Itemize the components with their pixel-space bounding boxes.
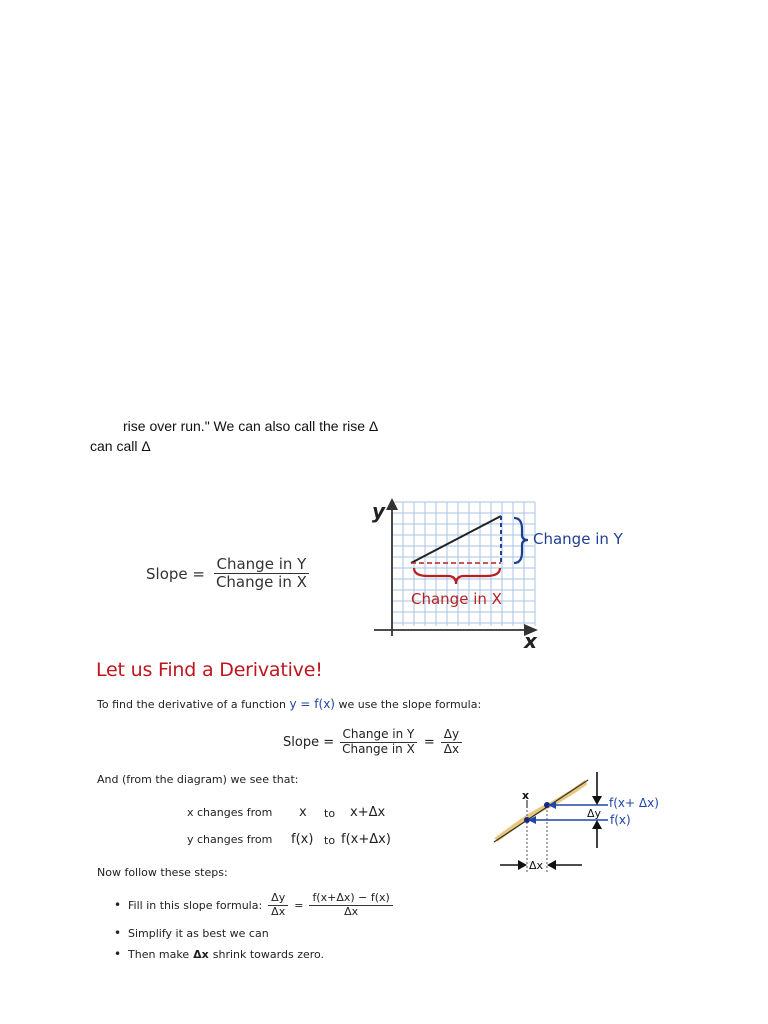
step-fill-rhs <box>309 892 392 918</box>
x-change-from: x <box>299 805 307 820</box>
step-fill-fraction <box>268 892 288 918</box>
step-then-rest: shrink towards zero. <box>212 947 325 961</box>
dx-arrow-left-head <box>518 860 527 870</box>
bullet-icon: • <box>114 926 122 940</box>
step-simplify-text: Simplify it as best we can <box>128 926 269 940</box>
delta-y: Δy <box>441 728 462 743</box>
step-fill-rhs-den: Δx <box>344 904 359 918</box>
secant-line <box>494 780 588 842</box>
dx-label: Δx <box>529 859 544 872</box>
step-then-make: Then make <box>128 947 190 961</box>
delta-fraction <box>441 728 462 757</box>
dy-label: Δy <box>587 807 602 820</box>
intro-text-end: we use the slope formula: <box>338 698 482 711</box>
change-y-label: Change in Y <box>533 530 623 548</box>
slope-label-2: Slope = <box>283 734 335 750</box>
y-change-from: f(x) <box>291 832 314 847</box>
y-change-label: y changes from <box>187 833 273 846</box>
rise-brace <box>514 518 528 563</box>
step-simplify <box>114 926 269 940</box>
slope-delta-formula <box>283 728 462 757</box>
step-fill-formula <box>114 892 393 918</box>
x-change-label: x changes from <box>187 806 273 819</box>
bullet-icon: • <box>114 947 122 961</box>
y-axis-arrow <box>386 498 398 510</box>
change-x-label: Change in X <box>411 590 502 608</box>
step-fill-rhs-num: f(x+Δx) − f(x) <box>309 892 392 906</box>
step-fill-equals: = <box>294 898 304 912</box>
fx-label: f(x) <box>610 813 631 827</box>
equals-sign: = <box>423 734 435 750</box>
slope-denominator-2: Change in X <box>342 741 415 756</box>
slope-fraction-2 <box>339 728 418 757</box>
fx-dx-label: f(x+ Δx) <box>609 796 659 810</box>
x-change-to: x+Δx <box>350 805 386 820</box>
curve-x-label: x <box>522 789 530 802</box>
slope-numerator: Change in Y <box>214 556 310 574</box>
derivative-intro <box>97 697 481 711</box>
section-heading: Let us Find a Derivative! <box>96 659 323 681</box>
y-axis-label: y <box>372 499 386 523</box>
y-change-to-word: to <box>324 834 336 847</box>
slope-fraction <box>213 556 310 592</box>
diagram-intro: And (from the diagram) we see that: <box>97 773 299 786</box>
dy-arrow-bottom-head <box>592 820 602 829</box>
step-delta-x-bold: Δx <box>193 947 209 961</box>
delta-x: Δx <box>443 741 460 756</box>
slope-numerator-2: Change in Y <box>340 728 418 743</box>
slope-label: Slope = <box>146 564 205 583</box>
step-fill-den: Δx <box>271 904 286 918</box>
x-axis-label: x <box>524 629 537 652</box>
x-change-to-word: to <box>324 807 336 820</box>
run-brace <box>414 568 500 584</box>
curve-diagram <box>490 766 680 878</box>
slope-diagram <box>368 496 638 652</box>
slope-formula <box>146 556 310 592</box>
step-fill-num: Δy <box>268 892 288 906</box>
step-shrink <box>114 947 324 961</box>
bullet-icon: • <box>114 898 122 913</box>
intro-line-2: can call Δ <box>90 438 151 454</box>
dx-arrow-right-head <box>547 860 556 870</box>
slope-denominator: Change in X <box>215 573 307 592</box>
intro-text: To find the derivative of a function <box>97 698 286 711</box>
intro-line-1: rise over run." We can also call the rise Δ <box>123 418 379 434</box>
steps-intro: Now follow these steps: <box>97 866 228 879</box>
y-change-to: f(x+Δx) <box>341 832 391 847</box>
function-expression: y = f(x) <box>289 697 335 711</box>
step-fill-text: Fill in this slope formula: <box>128 898 263 912</box>
dy-arrow-top-head <box>592 796 602 805</box>
